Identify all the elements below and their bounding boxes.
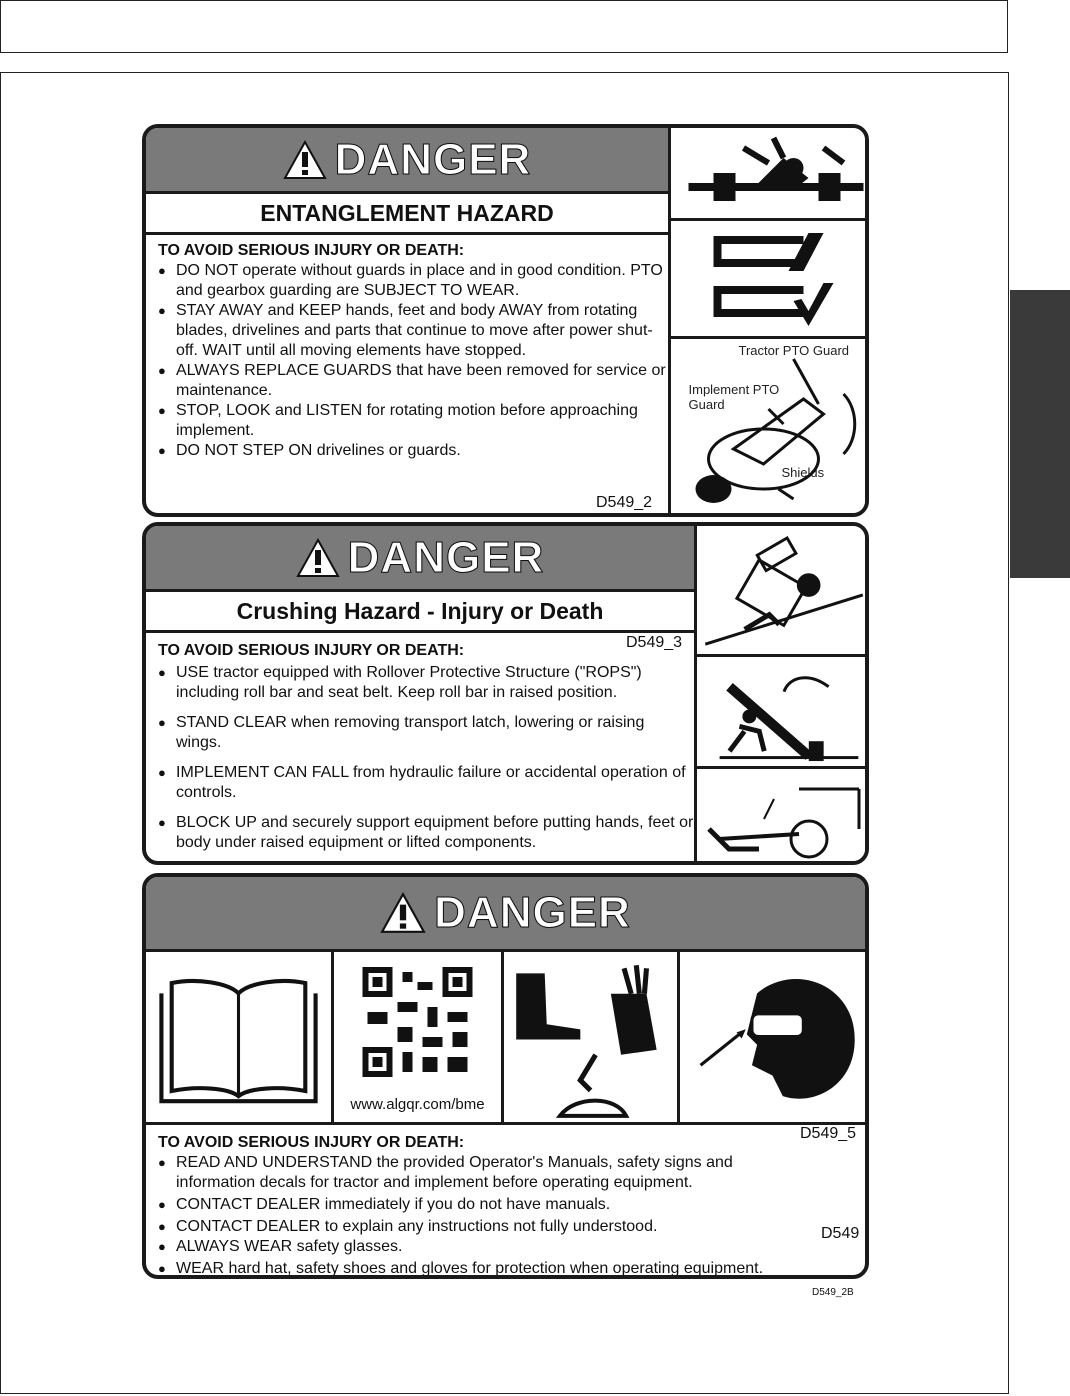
- safety-glasses-icon: [680, 952, 865, 1122]
- footer-code: D549_2B: [812, 1287, 854, 1298]
- pto-guard-diagram: [671, 339, 869, 513]
- list-item: ● CONTACT DEALER immediately if you do not have manuals.: [158, 1195, 865, 1215]
- danger-label: DANGER: [334, 134, 532, 184]
- page-header-box: [0, 0, 1008, 53]
- instructions: [146, 1127, 865, 1279]
- list-item: ● DO NOT operate without guards in place and in good condition. PTO and gearbox guarding are SUBJECT TO WEAR.: [158, 261, 668, 301]
- decal-code: D549_3: [626, 634, 683, 651]
- list-item: ● IMPLEMENT CAN FALL from hydraulic failure or accidental operation of controls.: [158, 763, 694, 803]
- entanglement-pictogram: [671, 128, 869, 221]
- guard-pictogram: [671, 221, 869, 339]
- list-item: ● STAY AWAY and KEEP hands, feet and body AWAY from rotating blades, drivelines and parts that continue to move after power shut-off. WAIT until all moving elements have stopped.: [158, 301, 668, 361]
- list-item: ● DO NOT STEP ON drivelines or guards.: [158, 441, 668, 461]
- warning-triangle-icon: [380, 892, 426, 934]
- tractor-rollover-icon: [697, 526, 869, 654]
- block-up-pictogram: [697, 769, 869, 861]
- rollover-pictogram: [697, 526, 869, 657]
- manual-pictogram: [146, 952, 334, 1122]
- eye-protection-pictogram: [680, 952, 865, 1122]
- list-item: ● WEAR hard hat, safety shoes and gloves for protection when operating equipment.: [158, 1259, 865, 1279]
- instructions-heading: TO AVOID SERIOUS INJURY OR DEATH:: [158, 242, 465, 259]
- qr-url: www.algqr.com/bme: [350, 1096, 485, 1113]
- list-item: ● READ AND UNDERSTAND the provided Operator's Manuals, safety signs and information decals for tractor and implement before operating equipment.: [158, 1153, 865, 1193]
- crushing-danger-decal: [142, 522, 869, 865]
- list-item: ● ALWAYS REPLACE GUARDS that have been removed for service or maintenance.: [158, 361, 668, 401]
- decal-code: D549_5: [800, 1125, 857, 1142]
- list-item: ● STAND CLEAR when removing transport latch, lowering or raising wings.: [158, 713, 694, 753]
- decal-code: D549_2: [596, 494, 653, 511]
- section-tab: [1010, 290, 1070, 578]
- list-item: ● CONTACT DEALER to explain any instructions not fully understood.: [158, 1217, 865, 1237]
- read-manual-danger-decal: [142, 873, 869, 1279]
- shields-label: Shields: [781, 465, 825, 480]
- qr-code-icon: [334, 952, 501, 1092]
- ppe-pictogram: [504, 952, 680, 1122]
- warning-triangle-icon: [283, 140, 327, 180]
- instructions-heading: TO AVOID SERIOUS INJURY OR DEATH:: [158, 642, 465, 659]
- instructions-heading: TO AVOID SERIOUS INJURY OR DEATH:: [158, 1134, 465, 1151]
- implement-pto-label: Implement PTO: [688, 382, 780, 397]
- list-item: ● BLOCK UP and securely support equipment before putting hands, feet or body under raised equipment or lifted components.: [158, 813, 694, 853]
- entanglement-danger-decal: [142, 124, 869, 517]
- danger-banner: [146, 128, 668, 191]
- danger-label: DANGER: [434, 888, 631, 937]
- instructions: [146, 633, 694, 853]
- qr-pictogram: [334, 952, 504, 1122]
- list-item: ● ALWAYS WEAR safety glasses.: [158, 1237, 865, 1257]
- block-up-icon: [697, 769, 869, 861]
- decal-code-secondary: D549: [821, 1225, 860, 1242]
- warning-triangle-icon: [296, 538, 340, 578]
- hazard-title: Crushing Hazard - Injury or Death: [146, 589, 694, 633]
- list-item: ● STOP, LOOK and LISTEN for rotating motion before approaching implement.: [158, 401, 668, 441]
- list-item: ● USE tractor equipped with Rollover Protective Structure ("ROPS") including roll bar and seat belt. Keep roll bar in raised position.: [158, 663, 694, 703]
- falling-wing-icon: [697, 657, 869, 766]
- tractor-pto-label: Tractor PTO Guard: [738, 343, 850, 358]
- mower-guard-diagram: [671, 339, 869, 513]
- guard-check-icon: [671, 221, 869, 336]
- person-entangled-icon: [671, 128, 869, 218]
- open-book-icon: [146, 952, 331, 1122]
- wing-fall-pictogram: [697, 657, 869, 769]
- danger-banner: [146, 877, 865, 949]
- hazard-title: ENTANGLEMENT HAZARD: [146, 191, 668, 235]
- danger-label: DANGER: [347, 532, 545, 582]
- danger-banner: [146, 526, 694, 589]
- instructions: [146, 235, 668, 461]
- implement-pto-label-2: Guard: [688, 397, 725, 412]
- pictogram-row: [146, 949, 865, 1125]
- boots-gloves-icon: [504, 952, 677, 1122]
